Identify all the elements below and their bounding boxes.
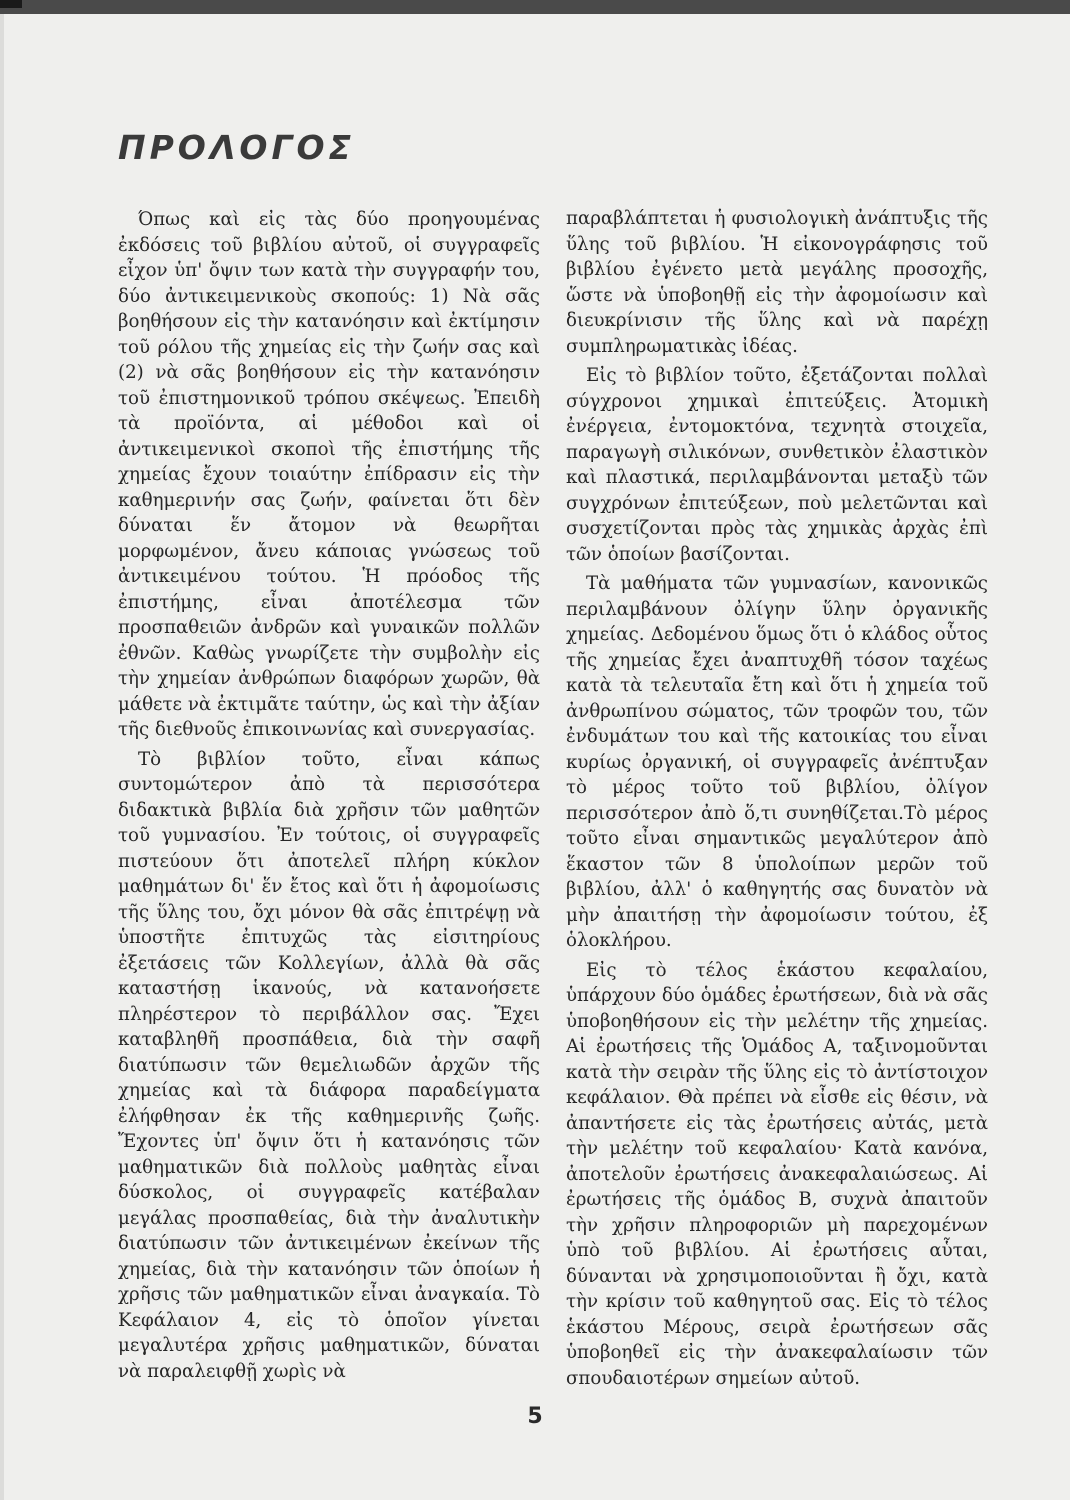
page-title: ΠΡΟΛΟΓΟΣ [118, 128, 356, 167]
paragraph: παραβλάπτεται ἡ φυσιολογικὴ ἀνάπτυξις τῆς ὕλης τοῦ βιβλίου. Ἡ εἰκονογράφησις τοῦ βιβλίου ἐγένετο μετὰ μεγάλης προσοχῆς, ὥστε νὰ ὑποβοηθῇ εἰς τὴν ἀφομοίωσιν καὶ διευκρίνισιν τῆς ὕλης καὶ νὰ παρέχῃ συμπληρωματικὰς ἰδέας. [566, 208, 988, 357]
left-column [118, 207, 540, 1384]
scan-corner-mark [0, 0, 22, 8]
scan-top-border [0, 0, 1070, 14]
page-number: 5 [527, 1404, 543, 1429]
paragraph: Τὸ βιβλίον τοῦτο, εἶναι κάπως συντομώτερον ἀπὸ τὰ περισσότερα διδακτικὰ βιβλία διὰ χρῆσιν τῶν μαθητῶν τοῦ γυμνασίου. Ἐν τούτοις, οἱ συγγραφεῖς πιστεύουν ὅτι ἀποτελεῖ πλήρη κύκλον μαθημάτων δι' ἕν ἔτος καὶ ὅτι ἡ ἀφομοίωσις τῆς ὕλης του, ὄχι μόνον θὰ σᾶς ἐπιτρέψῃ νὰ ὑποστῆτε ἐπιτυχῶς τὰς εἰσιτηρίους ἐξετάσεις τῶν Κολλεγίων, ἀλλὰ θὰ σᾶς καταστήσῃ ἱκανούς, νὰ κατανοήσετε πληρέστερον τὸ περιβάλλον σας. Ἔχει καταβληθῆ προσπάθεια, διὰ τὴν σαφῆ διατύπωσιν τῶν θεμελιωδῶν ἀρχῶν τῆς χημείας καὶ τὰ διάφορα παραδείγματα ἐλήφθησαν ἐκ τῆς καθημερινῆς ζωῆς. Ἔχοντες ὑπ' ὄψιν ὅτι ἡ κατανόησις τῶν μαθηματικῶν διὰ πολλοὺς μαθητὰς εἶναι δύσκολος, οἱ συγγραφεῖς κατέβαλαν μεγάλας προσπαθείας, διὰ τὴν ἀναλυτικὴν διατύπωσιν τῶν ἀντικειμένων ἐκείνων τῆς χημείας, διὰ τὴν κατανόησιν τῶν ὁποίων ἡ χρῆσις τῶν μαθηματικῶν εἶναι ἀναγκαία. Τὸ Κεφάλαιον 4, εἰς τὸ ὁποῖον γίνεται μεγαλυτέρα χρῆσις μαθηματικῶν, δύναται νὰ παραλειφθῇ χωρὶς νὰ [118, 748, 540, 1382]
paragraph: Εἰς τὸ τέλος ἑκάστου κεφαλαίου, ὑπάρχουν δύο ὁμάδες ἐρωτήσεων, διὰ νὰ σᾶς ὑποβοηθήσουν εἰς τὴν μελέτην τῆς χημείας. Αἱ ἐρωτήσεις τῆς Ὁμάδος Α, ταξινομοῦνται κατὰ τὴν σειρὰν τῆς ὕλης εἰς τὸ ἀντίστοιχον κεφάλαιον. Θὰ πρέπει νὰ εἶσθε εἰς θέσιν, νὰ ἀπαντήσετε εἰς τὰς ἐρωτήσεις αὐτάς, μετὰ τὴν μελέτην τοῦ κεφαλαίου· Κατὰ κανόνα, ἀποτελοῦν ἐρωτήσεις ἀνακεφαλαιώσεως. Αἱ ἐρωτήσεις τῆς ὁμάδος Β, συχνὰ ἀπαιτοῦν τὴν χρῆσιν πληροφοριῶν μὴ παρεχομένων ὑπὸ τοῦ βιβλίου. Αἱ ἐρωτήσεις αὗται, δύνανται νὰ χρησιμοποιοῦνται ἢ ὄχι, κατὰ τὴν κρίσιν τοῦ καθηγητοῦ σας. Εἰς τὸ τέλος ἑκάστου Μέρους, σειρὰ ἐρωτήσεων σᾶς ὑποβοηθεῖ εἰς τὴν ἀνακεφαλαίωσιν τῶν σπουδαιοτέρων σημείων αὐτοῦ. [566, 959, 988, 1389]
paragraph: Εἰς τὸ βιβλίον τοῦτο, ἐξετάζονται πολλαὶ σύγχρονοι χημικαὶ ἐπιτεύξεις. Ἀτομικὴ ἐνέργεια, ἐντομοκτόνα, τεχνητὰ στοιχεῖα, παραγωγὴ σιλικόνων, συνθετικὸν ἐλαστικὸν καὶ πλαστικά, περιλαμβάνονται μεταξὺ τῶν συγχρόνων ἐπιτεύξεων, ποὺ μελετῶνται καὶ συσχετίζονται πρὸς τὰς χημικὰς ἀρχὰς ἐπὶ τῶν ὁποίων βασίζονται. [566, 365, 988, 565]
scan-left-edge [0, 14, 4, 1500]
paragraph: Τὰ μαθήματα τῶν γυμνασίων, κανονικῶς περιλαμβάνουν ὀλίγην ὕλην ὀργανικῆς χημείας. Δεδομένου ὅμως ὅτι ὁ κλάδος οὗτος τῆς χημείας ἔχει ἀναπτυχθῆ τόσον ταχέως κατὰ τὰ τελευταῖα ἔτη καὶ ὅτι ἡ χημεία τοῦ ἀνθρωπίνου σώματος, τῶν τροφῶν του, τῶν ἐνδυμάτων του καὶ τῆς κατοικίας του εἶναι κυρίως ὀργανική, οἱ συγγραφεῖς ἀνέπτυξαν τὸ μέρος τοῦτο τοῦ βιβλίου, ὀλίγον περισσότερον ἀπὸ ὅ,τι συνηθίζεται.Τὸ μέρος τοῦτο εἶναι σημαντικῶς μεγαλύτερον ἀπὸ ἕκαστον τῶν 8 ὑπολοίπων μερῶν τοῦ βιβλίου, ἀλλ' ὁ καθηγητής σας δυνατὸν νὰ μὴν ἀπαιτήσῃ τὴν ἀφομοίωσιν τούτου, ἐξ ὁλοκλήρου. [566, 573, 988, 951]
right-column [566, 206, 988, 1391]
paragraph: Όπως καὶ εἰς τὰς δύο προηγουμένας ἐκδόσεις τοῦ βιβλίου αὐτοῦ, οἱ συγγραφεῖς εἶχον ὑπ' ὄψιν των κατὰ τὴν συγγραφήν του, δύο ἀντικειμενικοὺς σκοπούς: 1) Νὰ σᾶς βοηθήσουν εἰς τὴν κατανόησιν καὶ ἐκτίμησιν τοῦ ρόλου τῆς χημείας εἰς τὴν ζωήν σας καὶ (2) νὰ σᾶς βοηθήσουν εἰς τὴν κατανόησιν τοῦ ἐπιστημονικοῦ τρόπου σκέψεως. Ἐπειδὴ τὰ προϊόντα, αἱ μέθοδοι καὶ οἱ ἀντικειμενικοὶ σκοποὶ τῆς ἐπιστήμης τῆς χημείας ἔχουν τοιαύτην ἐπίδρασιν εἰς τὴν καθημερινήν σας ζωήν, φαίνεται ὅτι δὲν δύναται ἕν ἄτομον νὰ θεωρῆται μορφωμένον, ἄνευ κάποιας γνώσεως τοῦ ἀντικειμένου τούτου. Ἡ πρόοδος τῆς ἐπιστήμης, εἶναι ἀποτέλεσμα τῶν προσπαθειῶν ἀνδρῶν καὶ γυναικῶν πολλῶν ἐθνῶν. Καθὼς γνωρίζετε τὴν συμβολὴν εἰς τὴν χημείαν ἀνθρώπων διαφόρων χωρῶν, θὰ μάθετε νὰ ἐκτιμᾶτε ταύτην, ὡς καὶ τὴν ἀξίαν τῆς διεθνοῦς ἐπικοινωνίας καὶ συνεργασίας. [118, 209, 540, 740]
